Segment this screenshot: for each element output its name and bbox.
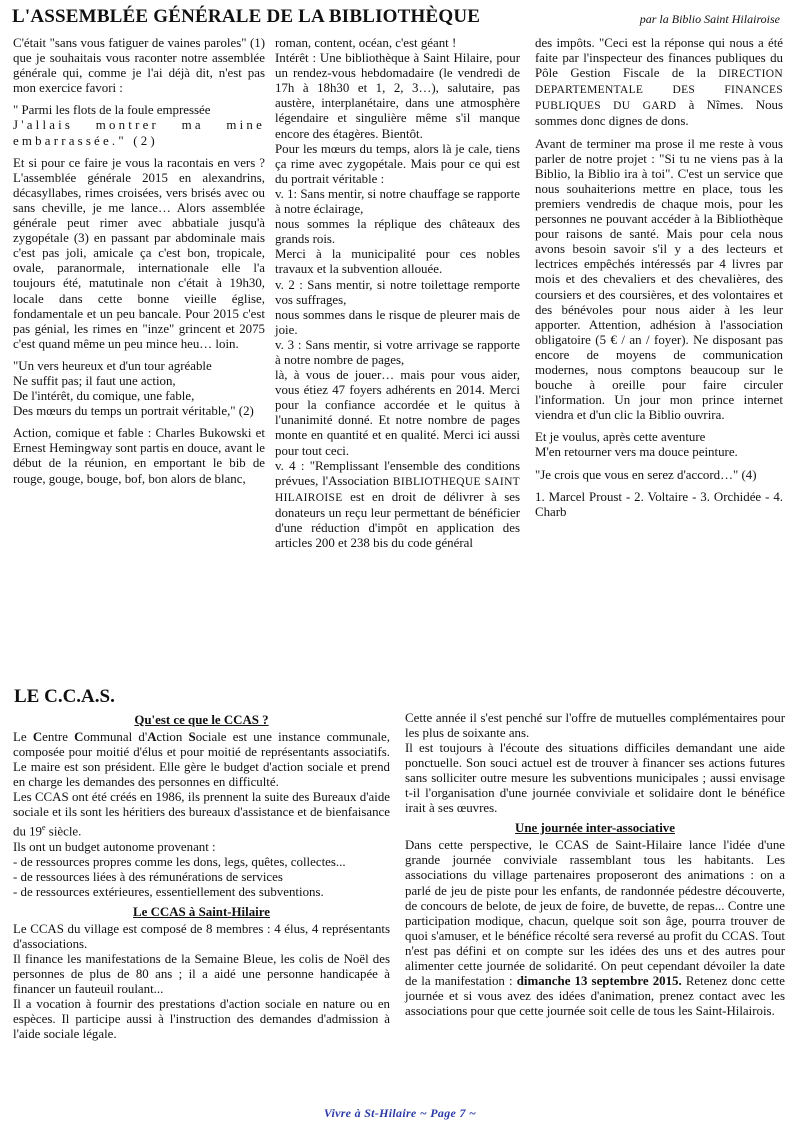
- verse-block: [275, 187, 520, 459]
- paragraph: [405, 838, 785, 1019]
- quote-line: J'allais montrer ma mine embarrassée." (2): [13, 118, 265, 148]
- paragraph: [13, 730, 390, 790]
- paragraph: Ils ont un budget autonome provenant :: [13, 839, 216, 854]
- text: Retenez donc cette journée et si vous avez des idées d'animation, prenez contact avec les associations pour que cette journée soit celle de tous les Saint-Hilairois.: [405, 973, 785, 1018]
- quote: [13, 359, 265, 419]
- article-column-1: [13, 36, 265, 494]
- paragraph: Pour les mœurs du temps, alors là je cale, tiens ça rime avec zygopétale. Mais pour ce qui est du portrait véritable :: [275, 141, 520, 186]
- text: ociale est une instance communale, composée pour moitié d'élus et pour moitié de représentants associatifs. Le maire est son président. Elle gère le budget d'action sociale et prend en charge les demandes des personnes en difficulté.: [13, 730, 390, 790]
- text: Les CCAS ont été créés en 1986, ils prennent la suite des Bureaux d'aide sociale et ils sont les héritiers des bureaux d'assistance et de bienfaisance du 19: [13, 790, 390, 839]
- association-name: BIBLIOTHEQUE SAINT HILAIROISE: [275, 475, 520, 504]
- paragraph: Intérêt : Une bibliothèque à Saint Hilaire, pour un rendez-vous hebdomadaire (le vendredi de 17h à 18h30 et 1, 2, 3…), salutaire, pas austère, interplanétaire, dans une atmosphère légendaire et singulière même s'il manque encore des étagères. Bientôt.: [275, 51, 520, 141]
- paragraph: C'était "sans vous fatiguer de vaines paroles" (1) que je souhaitais vous raconter notre assemblée générale qui, comme je l'ai déjà dit, n'est pas mon exercice favori :: [13, 36, 265, 96]
- subheading: Une journée inter-associative: [515, 821, 675, 836]
- paragraph: Action, comique et fable : Charles Bukowski et Ernest Hemingway sont partis en douce, avant le début de la réunion, en emportant le bib de rouge, gouge, bouge, bof, bon alors de blanc,: [13, 426, 266, 486]
- paragraph-text: des impôts. "Ceci est la réponse qui nous a été faite par l'inspecteur des finances publiques du Pôle Gestion Fiscale de la: [535, 36, 783, 81]
- list-item: - de ressources extérieures, essentiellement des subventions.: [13, 884, 324, 899]
- article-header: [12, 6, 792, 34]
- verse-line: v. 3 : Sans mentir, si votre arrivage se rapporte à notre nombre de pages,: [275, 337, 520, 367]
- article-title: L'ASSEMBLÉE GÉNÉRALE DE LA BIBLIOTHÈQUE: [12, 6, 481, 27]
- article-column-3: [535, 36, 783, 527]
- verse-text: v. 4 : "Remplissant l'ensemble des conditions prévues, l'Association: [275, 458, 520, 488]
- paragraph: Il est toujours à l'écoute des situations difficiles demandant une aide ponctuelle. Son souci actuel est de trouver à financer ses actions futures sans solliciter outre mesure les subventions municipales ; aussi envisage t-il l'organisation d'une journée conviviale et solidaire dont le bénéfice irait à ses œuvres.: [405, 741, 785, 816]
- footnotes: 1. Marcel Proust - 2. Voltaire - 3. Orchidée - 4. Charb: [535, 489, 783, 519]
- paragraph: Il finance les manifestations de la Semaine Bleue, les colis de Noël des personnes de plus de 80 ans ; il a aidé une personne handicapée à financer un fauteuil roulant...: [13, 952, 390, 997]
- paragraph: Il a vocation à fournir des prestations d'action sociale en nature ou en espèces. Il participe aussi à l'instruction des demandes d'admission à l'aide sociale légale.: [13, 997, 390, 1042]
- paragraph: Le CCAS du village est composé de 8 membres : 4 élus, 4 représentants d'associations.: [13, 921, 390, 951]
- page-footer: Vivre à St-Hilaire ~ Page 7 ~: [323, 1106, 477, 1120]
- article-byline: par la Biblio Saint Hilairoise: [639, 12, 780, 26]
- acronym-letter: S: [188, 730, 196, 745]
- quote-line: M'en retourner vers ma douce peinture.: [535, 445, 738, 460]
- paragraph: Cette année il s'est penché sur l'offre de mutuelles complémentaires pour les plus de soixante ans.: [405, 711, 785, 741]
- verse-line: v. 1: Sans mentir, si notre chauffage se rapporte à notre éclairage,: [275, 186, 520, 217]
- ccas-title: LE C.C.A.S.: [14, 686, 115, 707]
- paragraph-text: à Nîmes. Nous sommes donc dignes de dons.: [535, 98, 783, 129]
- quote: [535, 430, 783, 460]
- quote: [13, 103, 265, 148]
- quote-line: Et je voulus, après cette aventure: [535, 430, 706, 445]
- list-item: - de ressources propres comme les dons, legs, quêtes, collectes...: [13, 854, 346, 869]
- quote: "Je crois que vous en serez d'accord…" (4): [535, 467, 757, 482]
- paragraph: roman, content, océan, c'est géant !: [275, 36, 457, 50]
- article-column-2: [275, 36, 520, 551]
- superscript: e: [42, 823, 46, 833]
- verse-line: v. 2 : Sans mentir, si notre toilettage remporte vos suffrages,: [275, 277, 520, 307]
- administration-name: DIRECTION DEPARTEMENTALE DES FINANCES PUBLIQUES DU GARD: [535, 68, 783, 113]
- paragraph: Et si pour ce faire je vous la racontais en vers ? L'assemblée générale 2015 en alexandrins, décasyllabes, rimes croisées, vers brisés avec ou sans cheville, je me lance… Alors assemblée générale peut rimer avec abbatiale jusqu'à zygopétale (3) en passant par abdominale mais c'est pas joli, amicale ça c'est bon, tropicale, ovale, paranormale, internationale elle l'a toujours été, matutinale non c'était à 19h30, locale dans cette bonne vieille église, fondamentale et un peu bancale. Pour 2015 c'est pas génial, les rimes en "inze" grincent et 2075 c'est quand même un peu mince heu… loin.: [13, 155, 265, 351]
- quote-line: " Parmi les flots de la foule empressée: [13, 103, 211, 118]
- text: Le: [13, 730, 33, 745]
- acronym-letter: C: [74, 730, 84, 745]
- quote-line: De l'intérêt, du comique, une fable,: [13, 389, 195, 404]
- text: entre: [42, 730, 75, 745]
- acronym-letter: A: [147, 730, 157, 745]
- verse-line: nous sommes la réplique des châteaux des grands rois.: [275, 217, 520, 247]
- verse-text: est en droit de délivrer à ses donateurs un reçu leur permettant de bénéficier d'une réduction d'impôt en application des articles 200 et 238 bis du code général: [275, 489, 520, 551]
- quote-line: Des mœurs du temps un portrait véritable," (2): [13, 404, 254, 419]
- ccas-left-column: [13, 711, 390, 1042]
- ccas-right-column: [405, 711, 785, 1019]
- text: ommunal d': [83, 730, 148, 745]
- paragraph: Avant de terminer ma prose il me reste à vous parler de notre projet : "Si tu ne viens pas à la Biblio, la Biblio ira à toi". C'est un service que nous souhaiterions mettre en place, tous les premiers vendredis de chaque mois, pour les personnes ne pouvant accéder à la Bibliothèque pour raisons de santé. Mais pour cela nous avons besoin savoir s'il y a des lecteurs et lectrices empêchés intéressés par 4 livres par mois et des chevaliers et des chevalières, des coursiers et des coursières, et des volontaires et des bénévoles pour nous aider à les leur apporter. Attention, adhésion à l'association obligatoire (5 € / an / foyer). Ne disposant pas encore de moyens de communication modernes, nous comptons beaucoup sur le bouche à oreille pour faire circuler l'information. Un jour mon prince internet viendra et d'un clic la Biblio ouvrira.: [535, 136, 783, 423]
- verse-line: là, à vous de jouer… mais pour vous aider, vous étiez 47 foyers adhérents en 2014. Merci pour la confiance accordée et le quitus à l'unanimité donné. Et notre nombre de pages monte en quantité et en qualité. Merci ici aussi pour tout ceci.: [275, 368, 520, 458]
- text: ction: [156, 730, 189, 745]
- verse-line: nous sommes dans le risque de pleurer mais de joie.: [275, 307, 520, 337]
- list-item: - de ressources liées à des rémunérations de services: [13, 869, 283, 884]
- text: siècle.: [45, 824, 82, 839]
- acronym-letter: C: [32, 730, 43, 745]
- text: Dans cette perspective, le CCAS de Saint-Hilaire lance l'idée d'une grande journée conviviale rassemblant tous les habitants. Les associations du village partenaires proposeront des animations : on a parlé de jeu de piste pour les enfants, de randonnée pédestre découverte, de concours de belote, de jeux de foire, de buvette, de repas... Contre une participation modique, chacun, quelque soit son âge, pourra trouver de quoi s'amuser, et le bénéfice récolté sera reversé au profit du CCAS. Tout n'est pas défini et on compte sur les idées des uns et des autres pour alimenter cette journée de solidarité. On peut cependant dévoiler la date de la manifestation :: [405, 838, 785, 988]
- verse-line: Merci à la municipalité pour ces nobles travaux et la subvention allouée.: [275, 247, 520, 277]
- quote-line: Ne suffit pas; il faut une action,: [13, 373, 176, 388]
- paragraph: [535, 36, 783, 130]
- subheading: Le CCAS à Saint-Hilaire: [133, 904, 270, 919]
- event-date: dimanche 13 septembre 2015.: [516, 973, 682, 988]
- quote-line: "Un vers heureux et d'un tour agréable: [13, 358, 212, 373]
- subheading: Qu'est ce que le CCAS ?: [134, 713, 269, 727]
- paragraph: [13, 790, 390, 839]
- verse-line-4: [275, 459, 520, 552]
